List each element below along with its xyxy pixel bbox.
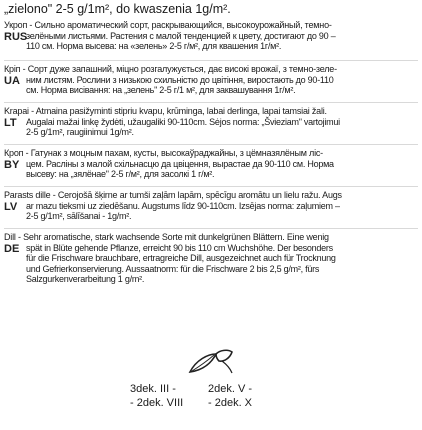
entry-body: ним листям. Рослини з низькою схильністю до цвітіння, виростають до 90-110 см. Норма висівання: на „зелень" 2-5 г/1 м², для заквашування 1г/м². bbox=[26, 74, 334, 95]
entry-body: цем. Расліны з малой схільнасцю да цвіцення, вырастае да 90-110 см. Норма высеву: на „зялёнае" 2-5 г/м², для засолкі 1 г/м². bbox=[26, 158, 334, 179]
header-text: „zielono" 2-5 g/1m², do kwaszenia 1g/m². bbox=[4, 2, 231, 16]
sowing-periods bbox=[130, 382, 300, 410]
entry-by bbox=[4, 148, 418, 180]
separator bbox=[4, 60, 418, 61]
entry-lead: Укроп - Сильно ароматический сорт, раскрывающийся, высокоурожайный, темно- bbox=[4, 20, 332, 30]
entry-lead: Parasts dille - Cerojošā šķirne ar tumši zaļām lapām, spēcīgu aromātu un lielu ražu. Augs bbox=[4, 190, 342, 200]
language-code: DE bbox=[4, 242, 20, 255]
language-code: RUS bbox=[4, 30, 28, 43]
entry-lead: Кроп - Гатунак з моцным пахам, кусты, высокаўраджайны, з цёмназялёным ліс- bbox=[4, 148, 323, 158]
separator bbox=[4, 144, 418, 145]
entry-lead: Кріп - Сорт дуже запашний, міцно розгалужується, дає високі врожаї, з темно-зеле- bbox=[4, 64, 337, 74]
language-code: LT bbox=[4, 116, 17, 129]
language-code: UA bbox=[4, 74, 20, 87]
entry-lead: Dill - Sehr aromatische, stark wachsende Sorte mit dunkelgrünen Blättern. Eine wenig bbox=[4, 232, 329, 242]
entry-rus bbox=[4, 20, 418, 52]
separator bbox=[4, 102, 418, 103]
entry-ua bbox=[4, 64, 418, 96]
language-code: BY bbox=[4, 158, 20, 171]
harvest-start: 2dek. V - bbox=[208, 383, 253, 395]
entry-lv bbox=[4, 190, 418, 222]
separator bbox=[4, 228, 418, 229]
sowing-end: - 2dek. VIII bbox=[130, 397, 184, 409]
entry-body: ar mazu tieksmi uz ziedēšanu. Augstums līdz 90-110cm. Izsējas norma: zaļumiem – 2-5 g/1m², sālīšanai - 1g/m². bbox=[26, 200, 340, 221]
language-code: LV bbox=[4, 200, 18, 213]
sowing-start: 3dek. III - bbox=[130, 383, 176, 395]
entry-body: spät in Blüte gehende Pflanze, erreicht 90 bis 110 cm Wuchshöhe. Der besonders für die Frischware brauchbare, ertragreiche Dill, ausgezeichnet auch für Trocknung und Gefrierkonservierung. Aussaatnorm: für die Frischware 2 bis 2,5 g/m², fürs Salzgurkenverarbeitung 1 g/m². bbox=[26, 242, 336, 284]
entry-body: Augalai mažai linkę žydėti, užaugaliki 90-110cm. Sėjos norma: „Švieziam" vartojimui 2-5 g/1m², raugiinimui 1g/m². bbox=[26, 116, 340, 137]
sowing-symbol-icon bbox=[186, 346, 236, 376]
entry-de bbox=[4, 232, 418, 285]
harvest-end: - 2dek. X bbox=[208, 397, 253, 409]
separator bbox=[4, 186, 418, 187]
entry-lead: Krapai - Atmaina pasižyminti stipriu kvapu, krūminga, labai derlinga, lapai tamsiai žali. bbox=[4, 106, 327, 116]
entry-lt bbox=[4, 106, 418, 138]
entry-body: зелёными листьями. Растения с малой тенденцией к цвету, достигают до 90 – 110 см. Норма высева: на «зелень» 2-5 г/м², для квашения 1г/м². bbox=[26, 30, 336, 51]
